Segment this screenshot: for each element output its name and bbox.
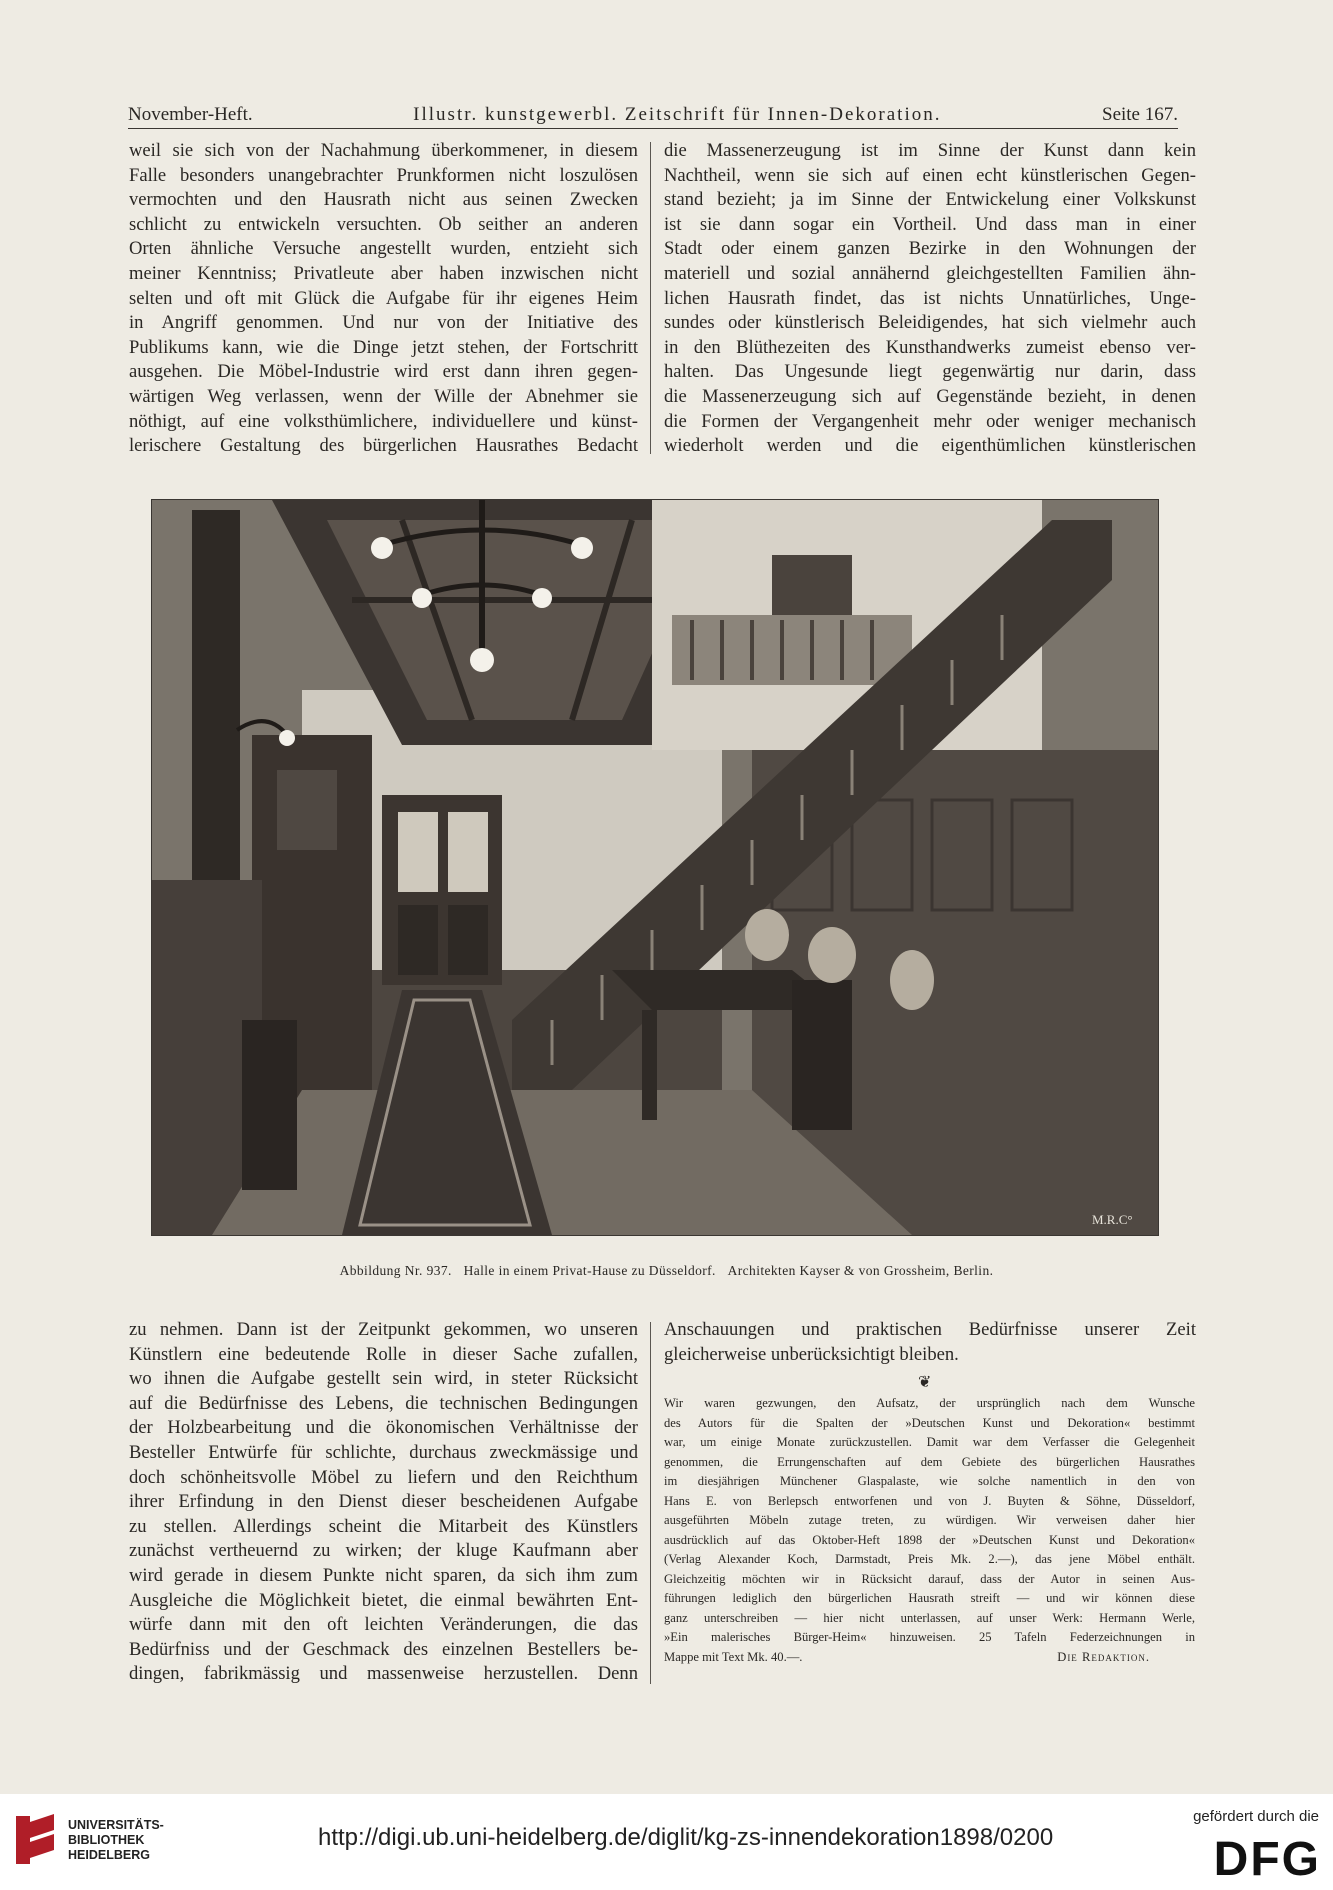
bottom-right-column	[664, 1318, 1196, 1367]
header-rule	[128, 128, 1178, 129]
text-line-text: stand bezieht; ja im Sinne der Entwickelung einer Volkskunst	[664, 189, 1196, 211]
text-line	[129, 213, 638, 238]
text-line-text: wärtigen Weg verlassen, wenn der Wille der Abnehmer sie	[129, 385, 638, 407]
library-line-3: HEIDELBERG	[68, 1847, 150, 1862]
text-line-text: wo ihnen die Aufgabe gestellt sein wird, in steter Rücksicht	[129, 1368, 638, 1390]
note-line	[664, 1492, 1195, 1512]
note-line-text: Hans E. von Berlepsch entworfenen und von J. Buyten & Söhne, Düsseldorf,	[664, 1493, 1195, 1508]
text-line-text: wiederholt werden und die eigenthümlichen künstlerischen	[664, 435, 1196, 457]
text-line	[129, 1392, 638, 1417]
journal-title: Illustr. kunstgewerbl. Zeitschrift für Innen-Dekoration.	[413, 104, 942, 125]
hall-photograph	[151, 499, 1159, 1236]
text-line	[129, 1662, 638, 1687]
text-line	[129, 1490, 638, 1515]
issue-label: November-Heft.	[128, 104, 253, 125]
text-line-text: zunächst vertheuernd zu wirken; der kluge Kaufmann aber	[129, 1540, 638, 1562]
editor-signature: Die Redaktion.	[1057, 1649, 1150, 1664]
note-line	[664, 1609, 1195, 1629]
note-line	[664, 1570, 1195, 1590]
text-line-text: wird gerade in diesem Punkte nicht sparen, da sich ihm zum	[129, 1564, 638, 1586]
text-line-text: in den Blüthezeiten des Kunsthandwerks zumeist ebenso ver-	[664, 336, 1196, 358]
note-line-text: im diesjährigen Münchener Glaspalaste, wie solche namentlich in den von	[664, 1474, 1195, 1488]
text-line	[129, 1318, 638, 1343]
digitization-footer	[0, 1794, 1333, 1890]
text-line-text: Künstlern eine bedeutende Rolle in dieser Sache zufallen,	[129, 1343, 638, 1365]
text-line-text: würfe dann mit den oft leichten Veränderungen, die das	[129, 1614, 638, 1636]
figure-caption	[0, 1263, 1333, 1279]
dfg-logo[interactable]: DFG	[1213, 1833, 1321, 1886]
note-line-text: führungen lediglich den bürgerlichen Hausrath streift — und wir können diese	[664, 1591, 1195, 1605]
running-head	[128, 98, 1178, 126]
text-line-text: die Massenerzeugung ist im Sinne der Kunst dann kein	[664, 140, 1196, 161]
text-line-text: ihrer Erfindung in den Dienst dieser bescheidenen Aufgabe	[129, 1491, 638, 1513]
text-line	[129, 262, 638, 287]
text-line-text: zu nehmen. Dann ist der Zeitpunkt gekommen, wo unseren	[129, 1319, 638, 1340]
text-line-text: gleicherweise unberücksichtigt bleiben.	[664, 1343, 959, 1365]
note-line-text: ganz unterschreiben — hier nicht unterlassen, auf unser Werk: Hermann Werle,	[664, 1610, 1195, 1625]
figure-title: Halle in einem Privat-Hause zu Düsseldorf.	[463, 1263, 716, 1278]
text-line	[664, 164, 1196, 189]
note-line-text: ausdrücklich auf das Oktober-Heft 1898 der »Deutschen Kunst und Dekoration«	[664, 1532, 1195, 1547]
top-right-column	[664, 139, 1196, 459]
editorial-note	[664, 1394, 1195, 1667]
text-line-text: Bedürfniss und der Geschmack des einzelnen Bestellers be-	[129, 1638, 638, 1660]
text-line	[664, 188, 1196, 213]
text-line	[664, 410, 1196, 435]
chair-left	[242, 1020, 297, 1190]
source-url-link[interactable]: http://digi.ub.uni-heidelberg.de/diglit/kg-zs-innendekoration1898/0200	[318, 1824, 1054, 1851]
text-line	[129, 139, 638, 164]
text-line-text: nöthigt, auf eine volksthümlichere, individuellere und künst-	[129, 410, 638, 432]
cushion	[808, 927, 856, 983]
text-line	[129, 360, 638, 385]
note-line	[664, 1414, 1195, 1434]
text-line	[129, 410, 638, 435]
column-divider-bottom	[650, 1322, 651, 1684]
text-line-text: Ausgleiche die Möglichkeit bietet, die einmal bewährten Ent-	[129, 1589, 638, 1611]
text-line-text: ausgehen. Die Möbel-Industrie wird erst dann ihren gegen-	[129, 361, 638, 383]
text-line	[129, 1539, 638, 1564]
text-line-text: halten. Das Ungesunde liegt gegenwärtig nur darin, dass	[664, 361, 1196, 383]
note-line-text: Wir waren gezwungen, den Aufsatz, der ursprünglich nach dem Wunsche	[664, 1396, 1195, 1410]
text-line	[664, 385, 1196, 410]
text-line	[664, 1343, 1196, 1368]
text-line-text: Falle besonders unangebrachter Prunkformen nicht loszulösen	[129, 164, 638, 186]
text-line-text: Nachtheil, wenn sie sich auf einen echt künstlerischen Gegen-	[664, 164, 1196, 186]
note-line	[664, 1628, 1195, 1648]
text-line-text: doch schönheitsvolle Möbel zu liefern und den Reichthum	[129, 1466, 638, 1488]
text-line-text: die Massenerzeugung sich auf Gegenstände bezieht, in denen	[664, 385, 1196, 407]
text-line-text: Publikums kann, wie die Dinge jetzt stehen, der Fortschritt	[129, 336, 638, 358]
chair-right	[792, 980, 852, 1130]
text-line-text: lichen Hausrath findet, das ist nichts Unnatürliches, Unge-	[664, 287, 1196, 309]
text-line-text: der Holzbearbeitung und die ökonomischen Verhältnisse der	[129, 1417, 638, 1439]
text-line	[664, 336, 1196, 361]
lamp-bulb	[371, 537, 393, 559]
hall-interior-image	[152, 500, 1158, 1235]
bottom-left-column	[129, 1318, 638, 1687]
text-line	[664, 434, 1196, 459]
text-line	[129, 1589, 638, 1614]
text-line-text: die Formen der Vergangenheit mehr oder weniger mechanisch	[664, 410, 1196, 432]
text-line	[129, 1638, 638, 1663]
text-line-text: vermochten und den Hausrath nicht aus seinen Zwecken	[129, 189, 638, 211]
text-line-text: ist sie dann sogar ein Vortheil. Und dass man in einer	[664, 213, 1196, 235]
text-line	[129, 1515, 638, 1540]
note-line-text: (Verlag Alexander Koch, Darmstadt, Preis Mk. 2.—), das jene Möbel enthält.	[664, 1552, 1195, 1566]
note-line	[664, 1433, 1195, 1453]
text-line	[129, 1343, 638, 1368]
text-line	[664, 237, 1196, 262]
note-line-text: war, um einige Monate zurückzustellen. Damit war dem Verfasser die Gelegenheit	[664, 1435, 1195, 1449]
text-line	[664, 311, 1196, 336]
text-line	[129, 164, 638, 189]
text-line	[664, 1318, 1196, 1343]
text-line-text: schlicht zu entwickeln versuchten. Ob seither an anderen	[129, 213, 638, 235]
note-line	[664, 1589, 1195, 1609]
text-line-text: Stadt oder einem ganzen Bezirke in den Wohnungen der	[664, 238, 1196, 260]
text-line	[664, 262, 1196, 287]
text-line-text: dingen, fabrikmässig und massenweise herzustellen. Denn	[129, 1663, 638, 1685]
text-line	[129, 434, 638, 459]
cushion	[890, 950, 934, 1010]
library-logo-icon	[12, 1812, 58, 1868]
text-line	[129, 1466, 638, 1491]
text-line	[664, 213, 1196, 238]
lamp-bulb	[412, 588, 432, 608]
note-line	[664, 1394, 1195, 1414]
library-line-1: UNIVERSITÄTS-	[68, 1817, 164, 1832]
ornament-leaf: ❦	[918, 1372, 932, 1391]
note-line	[664, 1511, 1195, 1531]
text-line-text: sundes oder künstlerisch Beleidigendes, hat sich vielmehr auch	[664, 312, 1196, 334]
note-line-text: Mappe mit Text Mk. 40.—.	[664, 1649, 803, 1664]
note-line-text: des Autors für die Spalten der »Deutschen Kunst und Dekoration« bestimmt	[664, 1415, 1195, 1430]
figure-label: Abbildung Nr. 937.	[339, 1263, 452, 1278]
library-line-2: BIBLIOTHEK	[68, 1832, 145, 1847]
text-line-text: lerischere Gestaltung des bürgerlichen Hausrathes Bedacht	[129, 435, 638, 457]
text-line	[664, 360, 1196, 385]
note-line	[664, 1531, 1195, 1551]
lamp-bulb	[571, 537, 593, 559]
text-line	[129, 385, 638, 410]
note-line-text: Gleichzeitig möchten wir in Rücksicht darauf, dass der Autor in seinen Aus-	[664, 1571, 1195, 1586]
text-line	[129, 237, 638, 262]
text-line-text: weil sie sich von der Nachahmung überkommener, in diesem	[129, 140, 638, 161]
note-line	[664, 1472, 1195, 1492]
text-line-text: zu stellen. Allerdings scheint die Mitarbeit des Künstlers	[129, 1515, 638, 1537]
note-line-text: genommen, die Errungenschaften auf dem Gebiete des bürgerlichen Hausrathes	[664, 1454, 1195, 1469]
page-number: Seite 167.	[1102, 104, 1178, 125]
text-line-text: auf die Bedürfnisse des Lebens, die technischen Bedingungen	[129, 1392, 638, 1414]
library-logo-block[interactable]	[12, 1812, 164, 1868]
note-line	[664, 1550, 1195, 1570]
text-line	[129, 1441, 638, 1466]
lamp-bulb	[532, 588, 552, 608]
text-line-text: Orten ähnliche Versuche angestellt wurden, entzieht sich	[129, 238, 638, 260]
text-line-text: selten und oft mit Glück die Aufgabe für ihr eigenes Heim	[129, 287, 638, 309]
top-left-column	[129, 139, 638, 459]
text-line	[664, 139, 1196, 164]
text-line	[129, 1613, 638, 1638]
text-line-text: meiner Kenntniss; Privatleute aber haben inzwischen nicht	[129, 262, 638, 284]
cushion	[745, 909, 789, 961]
text-line-text: materiell und sozial annähernd gleichgestellten Familien ähn-	[664, 262, 1196, 284]
note-line-text: »Ein malerisches Bürger-Heim« hinzuweisen. 25 Tafeln Federzeichnungen in	[664, 1630, 1195, 1644]
photo-mark: M.R.C°	[1092, 1212, 1133, 1227]
text-line	[129, 336, 638, 361]
note-line-text: ausgeführten Möbeln zutage treten, zu würdigen. Wir verweisen daher hier	[664, 1513, 1195, 1527]
text-line	[129, 188, 638, 213]
text-line	[129, 1367, 638, 1392]
text-line-text: in Angriff genommen. Und nur von der Initiative des	[129, 312, 638, 334]
text-line-text: Anschauungen und praktischen Bedürfnisse unserer Zeit	[664, 1319, 1196, 1340]
figure-credit: Architekten Kayser & von Grossheim, Berlin.	[727, 1263, 994, 1278]
text-line	[129, 1564, 638, 1589]
text-line	[129, 1416, 638, 1441]
column-divider-top	[650, 142, 651, 454]
text-line-text: Besteller Entwürfe für schlichte, durchaus zweckmässige und	[129, 1441, 638, 1463]
gallery-balustrade	[672, 615, 912, 685]
text-line	[129, 287, 638, 312]
text-line	[129, 311, 638, 336]
funding-label: gefördert durch die	[1193, 1808, 1319, 1825]
text-line	[664, 287, 1196, 312]
note-line	[664, 1453, 1195, 1473]
lamp-bulb	[470, 648, 494, 672]
